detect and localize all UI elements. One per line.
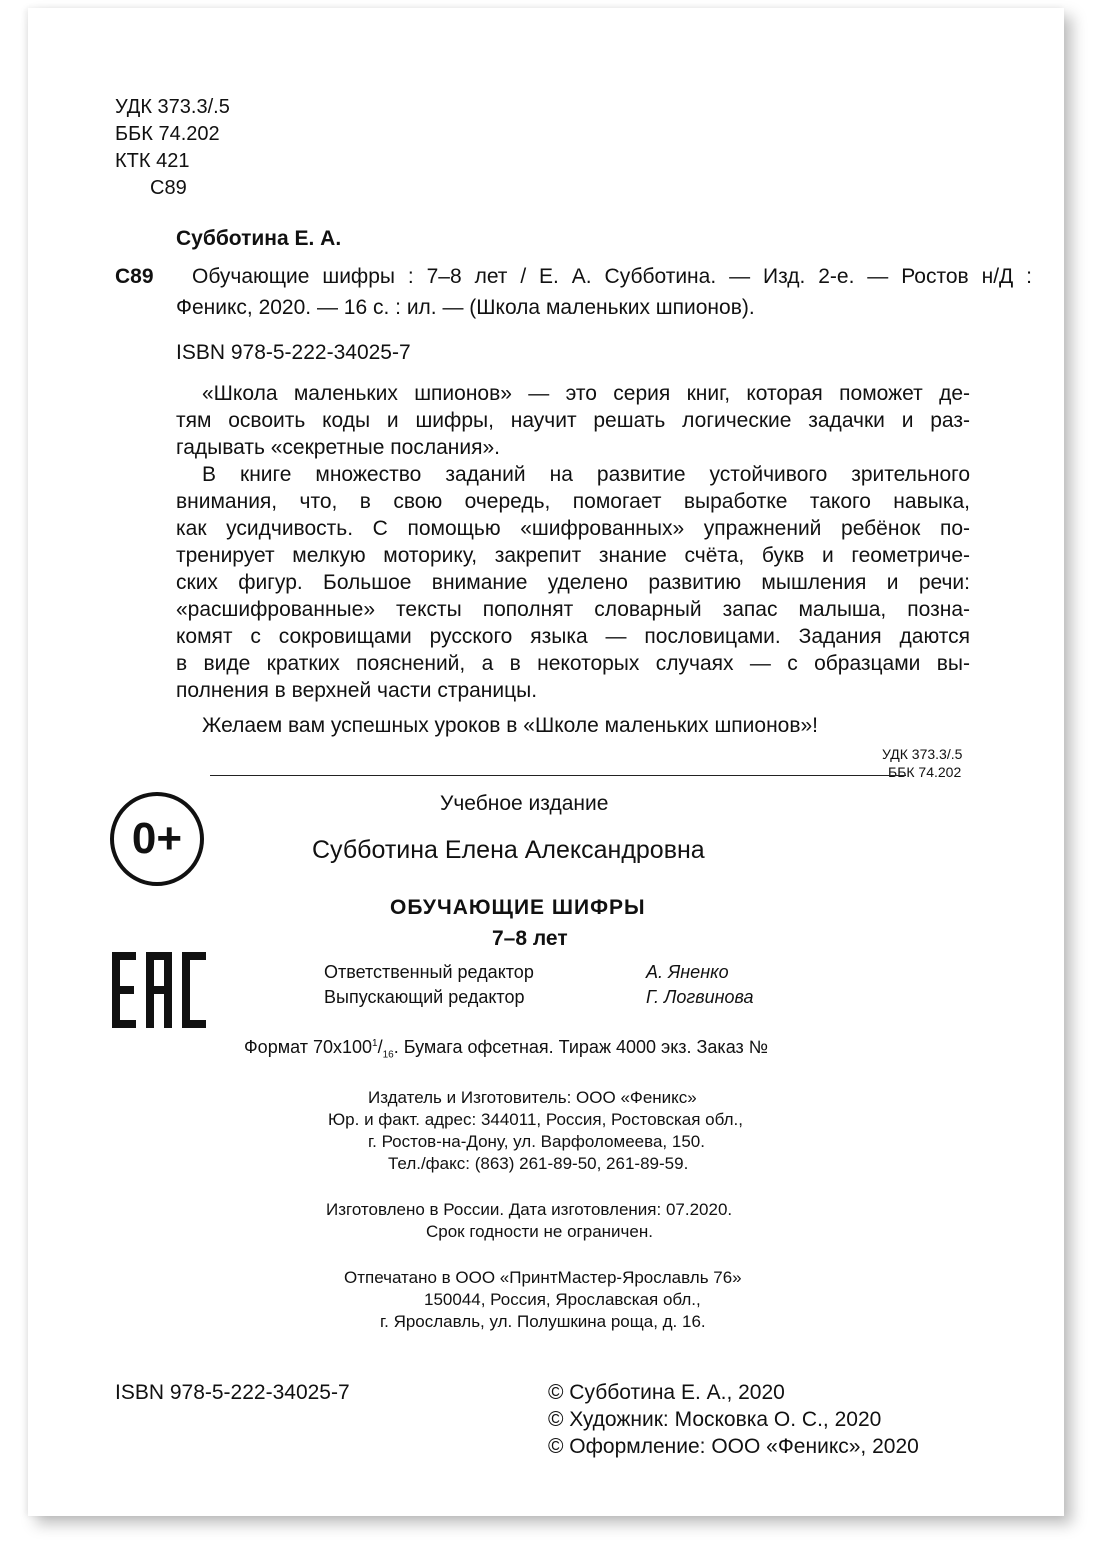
bib-line-2: Феникс, 2020. — 16 с. : ил. — (Школа маленьких шпионов).	[176, 296, 755, 319]
bbk-code: ББК 74.202	[115, 123, 220, 145]
author-full-name: Субботина Елена Александровна	[312, 836, 705, 864]
annotation-line: в виде кратких пояснений, а в некоторых случаях — с образцами вы-	[176, 652, 970, 675]
annotation-line: полнения в верхней части страницы.	[176, 679, 538, 702]
footer-isbn: ISBN 978-5-222-34025-7	[115, 1381, 350, 1404]
release-editor-name: Г. Логвинова	[646, 987, 754, 1007]
book-subtitle: 7–8 лет	[492, 927, 568, 950]
annotation-line: «расшифрованные» тексты пополнят словарный запас малыша, позна-	[176, 598, 970, 621]
publisher-line-3: г. Ростов-на-Дону, ул. Варфоломеева, 150.	[368, 1132, 705, 1151]
annotation-line: как усидчивость. С помощью «шифрованных» упражнений ребёнок по-	[176, 517, 970, 540]
annotation-line: тям освоить коды и шифры, научит решать логические задачки и раз-	[176, 409, 970, 432]
publisher-line-2: Юр. и факт. адрес: 344011, Россия, Ростовская обл.,	[328, 1110, 743, 1129]
printer-line-1: Отпечатано в ООО «ПринтМастер-Ярославль 76»	[344, 1268, 742, 1287]
author-mark: С89	[150, 177, 187, 199]
annotation-line: внимания, что, в свою очередь, помогает выработке такого навыка,	[176, 490, 970, 513]
copyright-author: © Субботина Е. А., 2020	[548, 1381, 785, 1404]
format-prefix: Формат 70х100	[244, 1037, 372, 1057]
format-line: Формат $70х100^1/_{16}$. Бумага офсетная. Тираж 4000 экз. Заказ №	[244, 1037, 769, 1061]
small-bbk-code: ББК 74.202	[888, 764, 962, 780]
bib-isbn: ISBN 978-5-222-34025-7	[176, 341, 411, 364]
annotation-paragraph-1	[176, 380, 970, 461]
annotation-line: гадывать «секретные послания».	[176, 436, 500, 459]
publisher-line-4: Тел./факс: (863) 261-89-50, 261-89-59.	[388, 1154, 689, 1173]
udk-code: УДК 373.3/.5	[115, 96, 230, 118]
annotation-line: тренирует мелкую моторику, закрепит знание счёта, букв и геометриче-	[176, 544, 970, 567]
edition-type: Учебное издание	[440, 792, 609, 815]
annotation-line: ских фигур. Большое внимание уделено развитию мышления и речи:	[176, 571, 970, 594]
copyright-design: © Оформление: ООО «Феникс», 2020	[548, 1435, 919, 1458]
format-fraction-denominator: 16	[382, 1049, 394, 1061]
book-page	[28, 8, 1064, 1516]
editor-name: А. Яненко	[646, 962, 729, 982]
eac-certification-mark	[112, 952, 206, 1028]
manufacture-line-2: Срок годности не ограничен.	[426, 1222, 653, 1241]
bib-author: Субботина Е. А.	[176, 227, 342, 250]
bib-mark: С89	[115, 265, 154, 288]
bib-line-1: Обучающие шифры : 7–8 лет / Е. А. Субботина. — Изд. 2-е. — Ростов н/Д :	[192, 265, 1032, 288]
manufacture-line-1: Изготовлено в России. Дата изготовления: 07.2020.	[326, 1200, 733, 1219]
printer-line-2: 150044, Россия, Ярославская обл.,	[424, 1290, 701, 1309]
divider-rule	[210, 775, 906, 776]
copyright-artist: © Художник: Московка О. С., 2020	[548, 1408, 882, 1431]
annotation-line: «Школа маленьких шпионов» — это серия книг, которая поможет де-	[202, 382, 970, 405]
publisher-line-1: Издатель и Изготовитель: ООО «Феникс»	[368, 1088, 697, 1107]
format-fraction-numerator: 1	[372, 1038, 378, 1049]
release-editor-role: Выпускающий редактор	[324, 987, 525, 1007]
annotation-line: комят с сокровищами русского языка — пословицами. Задания даются	[176, 625, 970, 648]
age-rating-label: 0+	[131, 814, 183, 863]
editor-role: Ответственный редактор	[324, 962, 534, 982]
format-suffix: . Бумага офсетная. Тираж 4000 экз. Заказ №	[393, 1037, 769, 1057]
ktk-code: КТК 421	[115, 150, 190, 172]
printer-line-3: г. Ярославль, ул. Полушкина роща, д. 16.	[380, 1312, 706, 1331]
annotation-paragraph-3: Желаем вам успешных уроков в «Школе маленьких шпионов»!	[202, 714, 819, 737]
small-udk-code: УДК 373.3/.5	[882, 746, 963, 762]
annotation-paragraph-2	[176, 461, 970, 704]
age-rating-badge	[110, 792, 204, 886]
annotation-line: В книге множество заданий на развитие устойчивого зрительного	[202, 463, 970, 486]
book-title: ОБУЧАЮЩИЕ ШИФРЫ	[390, 896, 646, 919]
